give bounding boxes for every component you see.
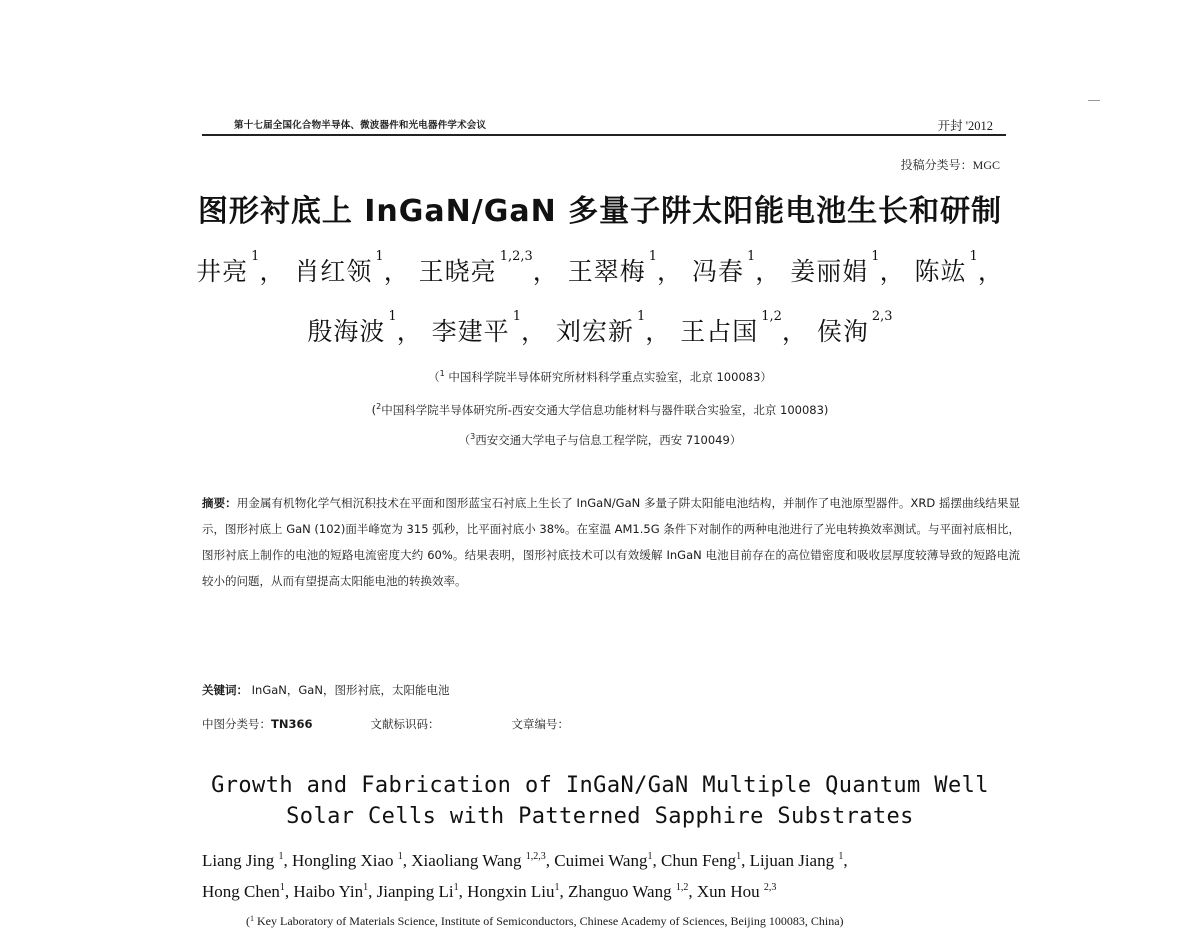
author-en: Cuimei Wang bbox=[554, 851, 648, 870]
author-sep: ， bbox=[532, 257, 559, 286]
author-sup: 1 bbox=[388, 309, 397, 324]
author-sep: ， bbox=[755, 257, 782, 286]
author-sup: 2,3 bbox=[763, 882, 777, 893]
authors-en-line2: Hong Chen$^1$, Haibo Yin$^1$, Jianping Li$^1$, Hongxin Liu$^1$, Zhanguo Wang $^{1,2}$, Xun Hou $^{2,3}$ bbox=[202, 882, 777, 901]
author-sup: 1 bbox=[647, 851, 653, 862]
margin-mark bbox=[1088, 100, 1100, 101]
author-cn: 王晓亮 bbox=[418, 257, 497, 286]
author-sep: ， bbox=[383, 257, 410, 286]
author-cn: 陈竑 bbox=[914, 257, 967, 286]
author-sup: 1 bbox=[747, 249, 756, 264]
author-sup: 1 bbox=[838, 851, 844, 862]
author-en: Hongxin Liu bbox=[467, 882, 555, 901]
keywords bbox=[202, 682, 449, 698]
author-en: Xun Hou bbox=[696, 882, 764, 901]
author-en: Hong Chen bbox=[202, 882, 280, 901]
article-no-label: 文章编号： bbox=[511, 717, 569, 731]
classification-line bbox=[202, 716, 569, 732]
author-cn: 肖红领 bbox=[294, 257, 373, 286]
abstract-label: 摘要： bbox=[202, 496, 237, 510]
author-sup: 1 bbox=[251, 249, 260, 264]
abstract-text: 用金属有机物化学气相沉积技术在平面和图形蓝宝石衬底上生长了 InGaN/GaN 多量子阱太阳能电池结构，并制作了电池原型器件。XRD 摇摆曲线结果显示，图形衬底上 GaN (102)面半峰宽为 315 弧秒，比平面衬底小 38%。在室温 AM1.5G 条件下对制作的两种电池进行了光电转换效率测试。与平面衬底相比，图形衬底上制作的电池的短路电流密度大约 60%。结果表明，图形衬底技术可以有效缓解 InGaN 电池目前存在的高位错密度和吸收层厚度较薄导致的短路电流较小的问题，从而有望提高太阳能电池的转换效率。 bbox=[202, 496, 1020, 588]
author-cn: 李建平 bbox=[431, 317, 510, 346]
authors-cn-line1 bbox=[0, 249, 1200, 288]
author-sep: ， bbox=[879, 257, 906, 286]
aff-text: Key Laboratory of Materials Science, Institute of Semiconductors, Chinese Academy of Sciences, Beijing 100083, China) bbox=[254, 914, 844, 928]
author-sup: 1 bbox=[278, 851, 284, 862]
keywords-label: 关键词： bbox=[202, 683, 248, 697]
doc-code-label: 文献标识码： bbox=[370, 717, 440, 731]
conference-header: 第十七届全国化合物半导体、微波器件和光电器件学术会议 bbox=[234, 121, 487, 131]
author-sup: 1 bbox=[453, 882, 459, 893]
affiliation-cn-2: ($^2$中国科学院半导体研究所-西安交通大学信息功能材料与器件联合实验室，北京 100083) bbox=[371, 402, 829, 417]
clc-value: TN366 bbox=[271, 717, 313, 731]
title-en-line2: Solar Cells with Patterned Sapphire Substrates bbox=[286, 804, 914, 829]
aff-sup: 1 bbox=[439, 369, 445, 378]
author-cn: 井亮 bbox=[196, 257, 249, 286]
author-sup: 2,3 bbox=[871, 309, 893, 324]
title-en-line1: Growth and Fabrication of InGaN/GaN Multiple Quantum Well bbox=[211, 773, 989, 798]
affiliation-cn-1: （$^1$ 中国科学院半导体研究所材料科学重点实验室，北京 100083） bbox=[428, 369, 772, 384]
author-en: Xiaoliang Wang bbox=[411, 851, 526, 870]
author-cn: 王占国 bbox=[680, 317, 759, 346]
author-sep: ， bbox=[977, 257, 1004, 286]
author-sup: 1 bbox=[636, 309, 646, 324]
author-sup: 1 bbox=[554, 882, 560, 893]
author-en: Lijuan Jiang bbox=[749, 851, 839, 870]
aff-text: 中国科学院半导体研究所材料科学重点实验室，北京 100083） bbox=[444, 370, 772, 384]
author-sup: 1,2,3 bbox=[499, 249, 533, 264]
location-year: 开封 '2012 bbox=[937, 119, 993, 133]
author-cn: 冯春 bbox=[692, 257, 745, 286]
author-cn: 刘宏新 bbox=[555, 317, 634, 346]
submission-class-code: 投稿分类号：MGC bbox=[900, 158, 1000, 172]
keywords-text: InGaN，GaN，图形衬底，太阳能电池 bbox=[248, 683, 450, 697]
author-en: Haibo Yin bbox=[293, 882, 364, 901]
aff-sup: 3 bbox=[470, 432, 476, 441]
author-sep: ， bbox=[520, 317, 547, 346]
author-sup: 1 bbox=[871, 249, 880, 264]
header-rule bbox=[202, 134, 1006, 136]
author-cn: 王翠梅 bbox=[567, 257, 646, 286]
author-cn: 姜丽娟 bbox=[790, 257, 869, 286]
author-en: Liang Jing bbox=[202, 851, 279, 870]
author-sep: ， bbox=[781, 317, 808, 346]
author-sup: 1,2,3 bbox=[525, 851, 546, 862]
author-sup: 1 bbox=[648, 249, 658, 264]
aff-text: 西安交通大学电子与信息工程学院，西安 710049） bbox=[475, 433, 742, 447]
authors-en-line1: Liang Jing $^1$, Hongling Xiao $^1$, Xiaoliang Wang $^{1,2,3}$, Cuimei Wang$^1$, Chun Feng$^1$, Lijuan Jiang $^1$, bbox=[202, 851, 848, 870]
author-sup: 1 bbox=[375, 249, 384, 264]
affiliation-en-1: ($^1$ Key Laboratory of Materials Science, Institute of Semiconductors, Chinese Academy of Sciences, Beijing 100083, China) bbox=[246, 914, 844, 928]
author-sup: 1 bbox=[736, 851, 742, 862]
author-en: Hongling Xiao bbox=[292, 851, 398, 870]
author-sep: ， bbox=[396, 317, 423, 346]
author-sup: 1 bbox=[279, 882, 285, 893]
paper-title-en bbox=[0, 770, 1200, 832]
author-sep: ， bbox=[259, 257, 286, 286]
clc-label: 中图分类号： bbox=[202, 717, 271, 731]
author-cn: 侯洵 bbox=[816, 317, 869, 346]
author-sep: ， bbox=[645, 317, 672, 346]
abstract-cn bbox=[202, 490, 1020, 594]
author-en: Chun Feng bbox=[660, 851, 737, 870]
author-sup: 1 bbox=[363, 882, 369, 893]
author-sep: ， bbox=[657, 257, 684, 286]
author-cn: 殷海波 bbox=[307, 317, 386, 346]
aff-text: 中国科学院半导体研究所-西安交通大学信息功能材料与器件联合实验室，北京 100083) bbox=[381, 403, 829, 417]
affiliation-cn-3: （$^3$西安交通大学电子与信息工程学院，西安 710049） bbox=[458, 432, 742, 447]
author-sup: 1,2 bbox=[675, 882, 689, 893]
author-sup: 1,2 bbox=[761, 309, 782, 324]
aff-sup: 1 bbox=[250, 914, 254, 923]
author-en: Jianping Li bbox=[376, 882, 454, 901]
authors-cn-line2 bbox=[0, 309, 1200, 348]
author-sup: 1 bbox=[397, 851, 403, 862]
author-sup: 1 bbox=[969, 249, 978, 264]
author-en: Zhanguo Wang bbox=[567, 882, 676, 901]
aff-sup: 2 bbox=[376, 402, 382, 411]
paper-title-cn: 图形衬底上 InGaN/GaN 多量子阱太阳能电池生长和研制 bbox=[197, 194, 1003, 229]
author-sup: 1 bbox=[512, 309, 521, 324]
